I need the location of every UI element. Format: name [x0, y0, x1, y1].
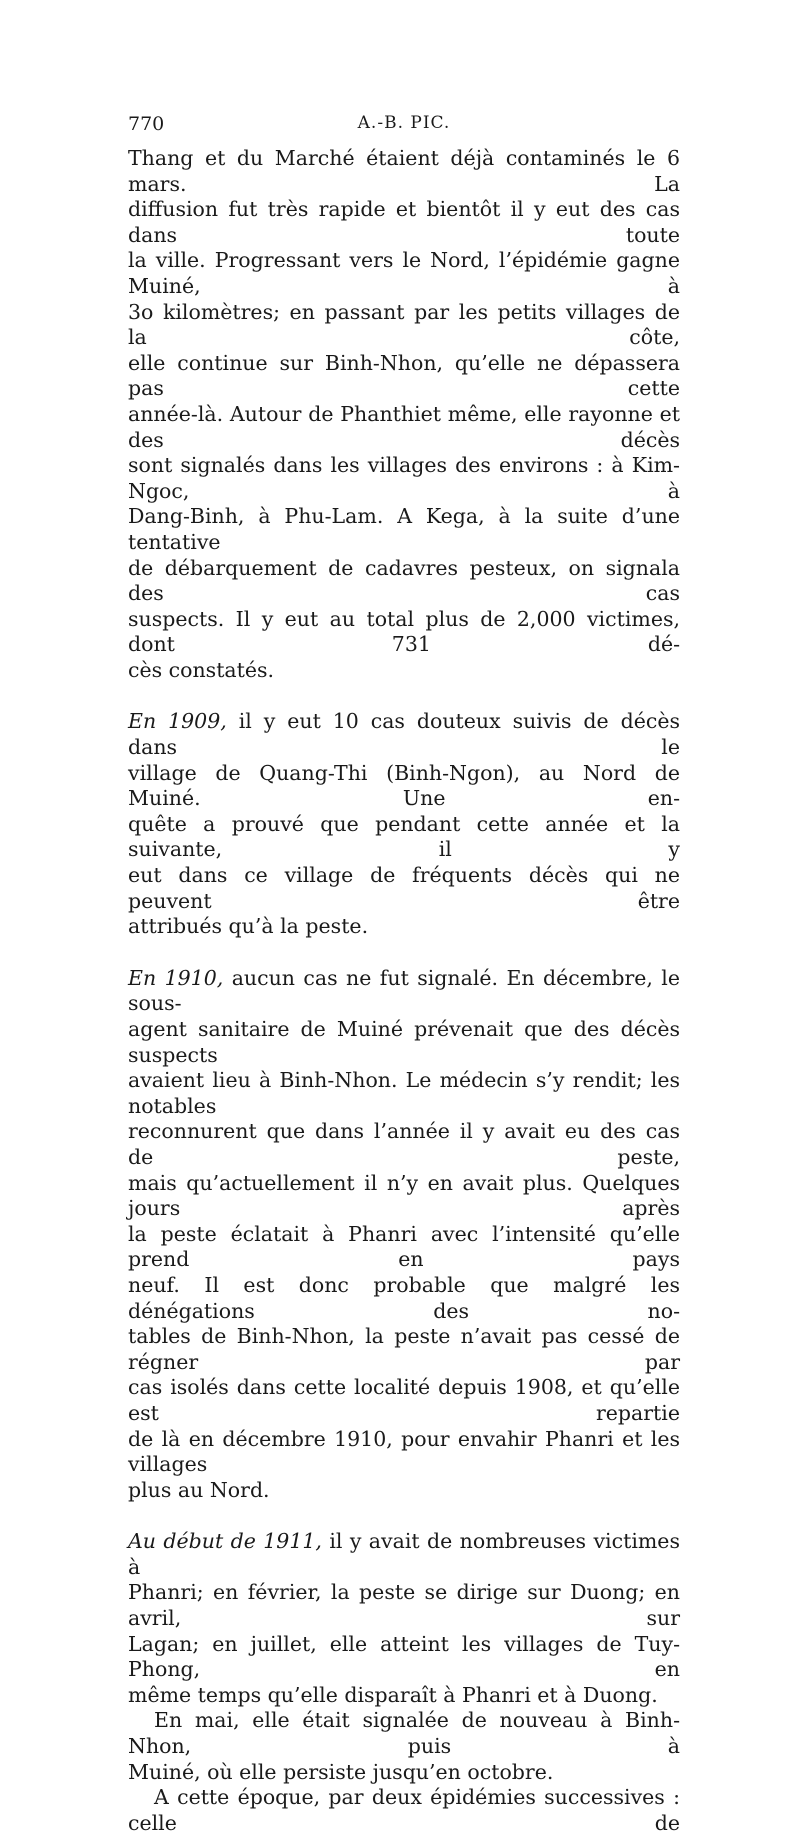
text-line: reconnurent que dans l’année il y avait eu des cas de peste, — [128, 1119, 680, 1169]
text-line: diffusion fut très rapide et bientôt il y eut des cas dans toute — [128, 197, 680, 247]
page-header — [128, 113, 680, 145]
paragraph-gap — [128, 683, 680, 709]
text-line: neuf. Il est donc probable que malgré les dénégations des no- — [128, 1272, 680, 1323]
paragraph — [128, 146, 680, 658]
year-lead: En 1909, — [128, 709, 227, 734]
paragraph — [128, 1785, 680, 1836]
text-line: Phanri; en février, la peste se dirige sur Duong; en avril, sur — [128, 1580, 680, 1631]
text-line: agent sanitaire de Muiné prévenait que des décès suspects — [128, 1017, 680, 1067]
paragraph-gap — [128, 940, 680, 966]
year-lead: Au début de 1911, — [128, 1529, 322, 1554]
paragraph-end — [128, 1683, 680, 1709]
text-line: mais qu’actuellement il n’y en avait plus. Quelques jours après — [128, 1170, 680, 1221]
text-line: Muiné, où elle persiste jusqu’en octobre. — [128, 1759, 554, 1784]
text-line-rest: il y eut 10 cas douteux suivis de décès dans le — [128, 709, 680, 760]
text-line — [128, 1529, 680, 1580]
text-line: attribués qu’à la peste. — [128, 914, 369, 939]
text-line: même temps qu’elle disparaît à Phanri et à Duong. — [128, 1682, 658, 1707]
text-line: suspects. Il y eut au total plus de 2,000 victimes, dont 731 dé- — [128, 606, 680, 657]
text-line: Lagan; en juillet, elle atteint les villages de Tuy-Phong, en — [128, 1631, 680, 1682]
text-line: année-là. Autour de Phanthiet même, elle rayonne et des décès — [128, 401, 680, 452]
text-line: village de Quang-Thi (Binh-Ngon), au Nord de Muiné. Une en- — [128, 760, 680, 811]
paragraph-gap — [128, 1503, 680, 1529]
text-line: 3o kilomètres; en passant par les petits villages de la côte, — [128, 299, 680, 350]
text-line-rest: aucun cas ne fut signalé. En décembre, le sous- — [128, 965, 680, 1016]
text-line: quête a prouvé que pendant cette année et la suivante, il y — [128, 811, 680, 862]
text-line: de débarquement de cadavres pesteux, on signala des cas — [128, 555, 680, 606]
body-text — [128, 146, 680, 1836]
text-line: la ville. Progressant vers le Nord, l’épidémie gagne Muiné, à — [128, 248, 680, 298]
paragraph — [128, 966, 680, 1478]
text-line: eut dans ce village de fréquents décès qui ne peuvent être — [128, 863, 680, 913]
text-line: cas isolés dans cette localité depuis 1908, et qu’elle est repartie — [128, 1375, 680, 1425]
text-line: Thang et du Marché étaient déjà contaminés le 6 mars. La — [128, 146, 680, 196]
paragraph-end — [128, 658, 680, 684]
text-line: elle continue sur Binh-Nhon, qu’elle ne dépassera pas cette — [128, 350, 680, 401]
text-line: la peste éclatait à Phanri avec l’intensité qu’elle prend en pays — [128, 1221, 680, 1272]
paragraph — [128, 709, 680, 914]
text-line: cès constatés. — [128, 657, 275, 682]
text-line: de là en décembre 1910, pour envahir Phanri et les villages — [128, 1426, 680, 1477]
text-line-rest: il y avait de nombreuses victimes à — [128, 1529, 680, 1579]
running-head: A.-B. PIC. — [357, 113, 451, 133]
text-line — [128, 966, 680, 1017]
page-number: 770 — [128, 113, 165, 135]
paragraph — [128, 1529, 680, 1683]
text-line: sont signalés dans les villages des environs : à Kim-Ngoc, à — [128, 453, 680, 503]
text-line: avaient lieu à Binh-Nhon. Le médecin s’y rendit; les notables — [128, 1068, 680, 1118]
paragraph — [128, 1708, 680, 1759]
text-line: tables de Binh-Nhon, la peste n’avait pas cessé de régner par — [128, 1324, 680, 1374]
paragraph-end — [128, 914, 680, 940]
year-lead: En 1910, — [128, 965, 224, 990]
paragraph-end — [128, 1478, 680, 1504]
text-line: Dang-Binh, à Phu-Lam. A Kega, à la suite d’une tentative — [128, 504, 680, 554]
text-line: A cette époque, par deux épidémies successives : celle de — [128, 1785, 680, 1835]
text-line — [128, 709, 680, 760]
text-line: En mai, elle était signalée de nouveau à Binh-Nhon, puis à — [128, 1708, 680, 1759]
paragraph-end — [128, 1760, 680, 1786]
text-line: plus au Nord. — [128, 1477, 270, 1502]
